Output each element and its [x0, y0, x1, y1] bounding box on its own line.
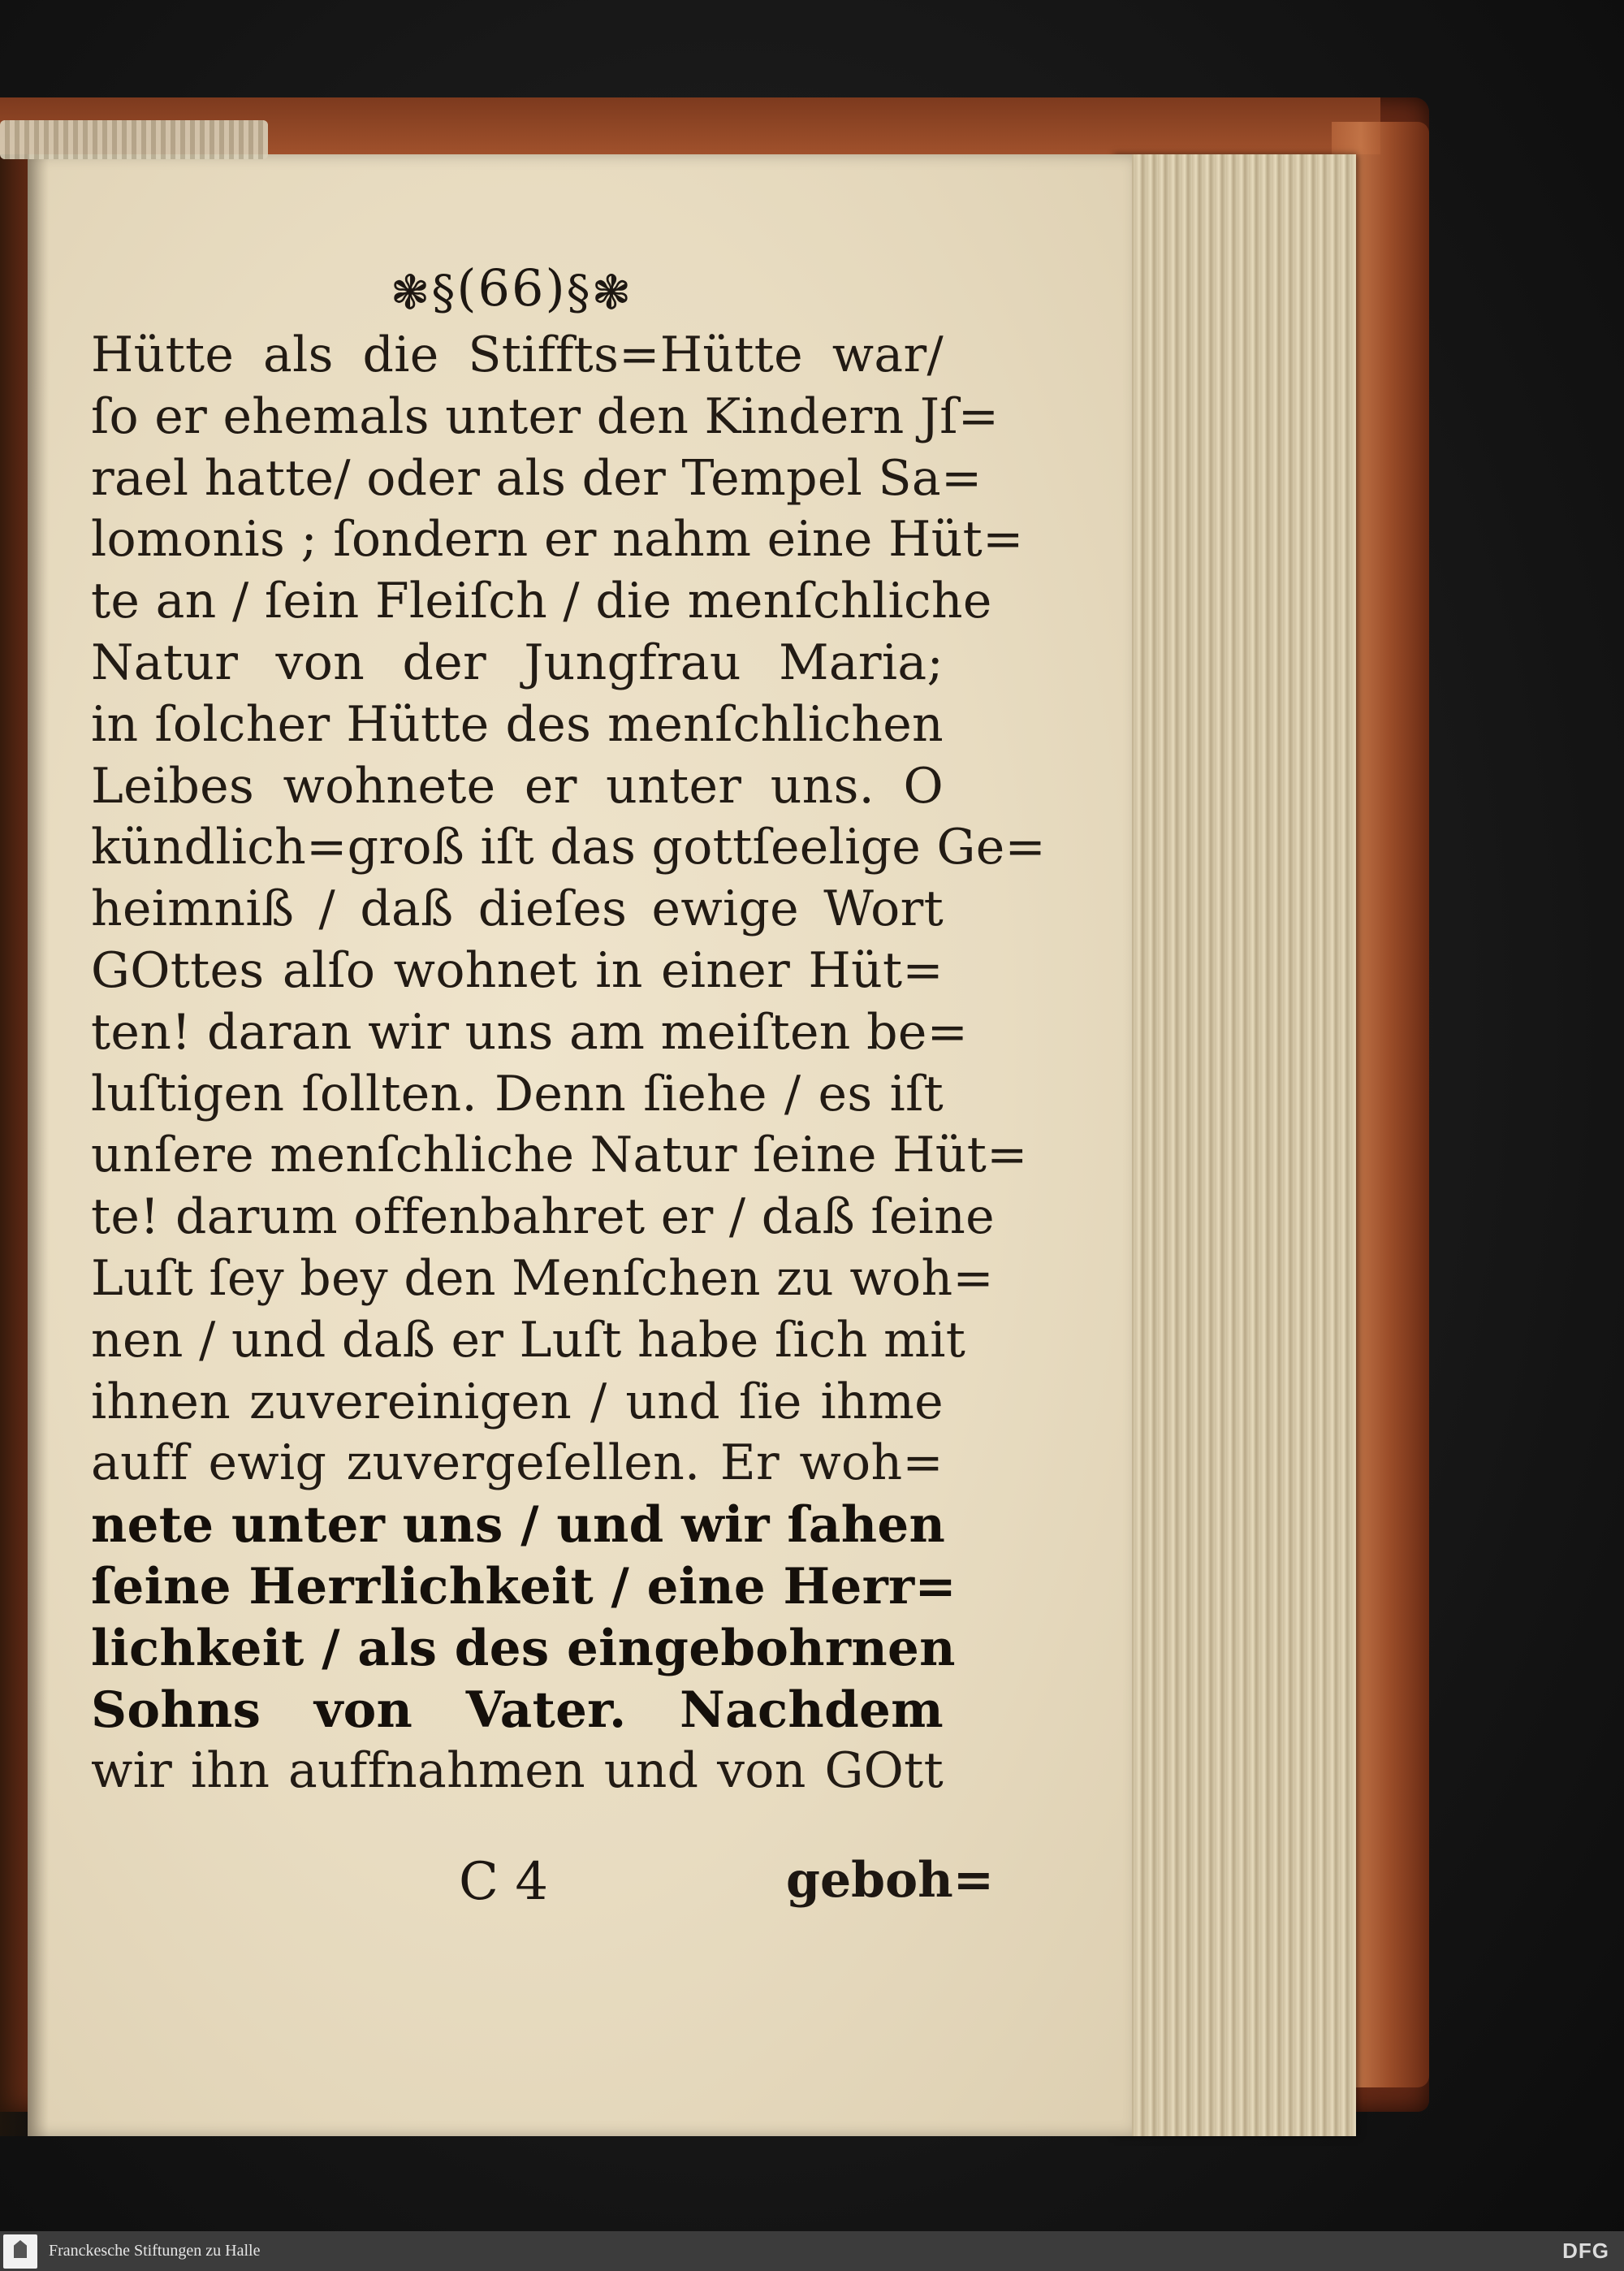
institution-name[interactable]: Franckesche Stiftungen zu Halle: [49, 2242, 261, 2260]
text-line: Sohns von Vater. Nachdem: [91, 1681, 944, 1739]
right-ornament-icon: §❃: [566, 264, 633, 320]
text-line: Hütte als die Stiffts=Hütte war/: [91, 327, 944, 383]
text-line: nen / und daß er Luſt habe ſich mit: [91, 1311, 966, 1369]
text-line: ihnen zuvereinigen / und ſie ihme: [91, 1373, 944, 1430]
text-line: te an / ſein Fleiſch / die menſchliche: [91, 573, 992, 630]
text-line: rael hatte/ oder als der Tempel Sa=: [91, 449, 983, 507]
text-line: luſtigen ſollten. Denn ſiehe / es iſt: [91, 1065, 944, 1123]
footer-bar: [0, 2231, 1624, 2271]
page-number: (66): [456, 258, 567, 318]
page-block-edges: [1112, 154, 1356, 2136]
text-line: nete unter uns / und wir ſahen: [91, 1496, 946, 1555]
text-line: auff ewig zuvergeſellen. Er woh=: [91, 1434, 944, 1492]
text-line: ſo er ehemals unter den Kindern Jſ=: [91, 387, 1000, 445]
signature-mark: C 4: [459, 1852, 549, 1912]
text-line: te! darum offenbahret er / daß ſeine: [91, 1188, 995, 1246]
text-line: Leibes wohnete er unter uns. O: [91, 757, 944, 815]
text-line: in ſolcher Hütte des menſchlichen: [91, 695, 944, 753]
left-ornament-icon: ❃§: [390, 264, 457, 320]
text-line: ſeine Herrlichkeit / eine Herr=: [91, 1557, 957, 1616]
text-line: heimniß / daß dieſes ewige Wort: [91, 880, 944, 938]
text-line: GOttes alſo wohnet in einer Hüt=: [91, 941, 944, 999]
dfg-logo[interactable]: DFG: [1562, 2239, 1609, 2263]
body-text: [91, 325, 1047, 1802]
text-line: lomonis ; ſondern er nahm eine Hüt=: [91, 511, 1024, 569]
text-line: unſere menſchliche Natur ſeine Hüt=: [91, 1127, 1028, 1184]
gutter-shadow: [0, 154, 49, 2136]
text-line: wir ihn auffnahmen und von GOtt: [91, 1742, 944, 1800]
text-line: kündlich=groß iſt das gottſeelige Ge=: [91, 819, 1047, 876]
text-line: Natur von der Jungfrau Maria;: [91, 634, 944, 691]
text-line: Luſt ſey bey den Menſchen zu woh=: [91, 1249, 994, 1307]
catchword: geboh=: [786, 1852, 994, 1909]
text-line: lichkeit / als des eingebohrnen: [91, 1619, 956, 1677]
text-line: ten! daran wir uns am meiſten be=: [91, 1003, 969, 1061]
headband: [0, 120, 268, 159]
page-header: [357, 258, 666, 320]
institution-seal-icon[interactable]: [3, 2234, 37, 2269]
